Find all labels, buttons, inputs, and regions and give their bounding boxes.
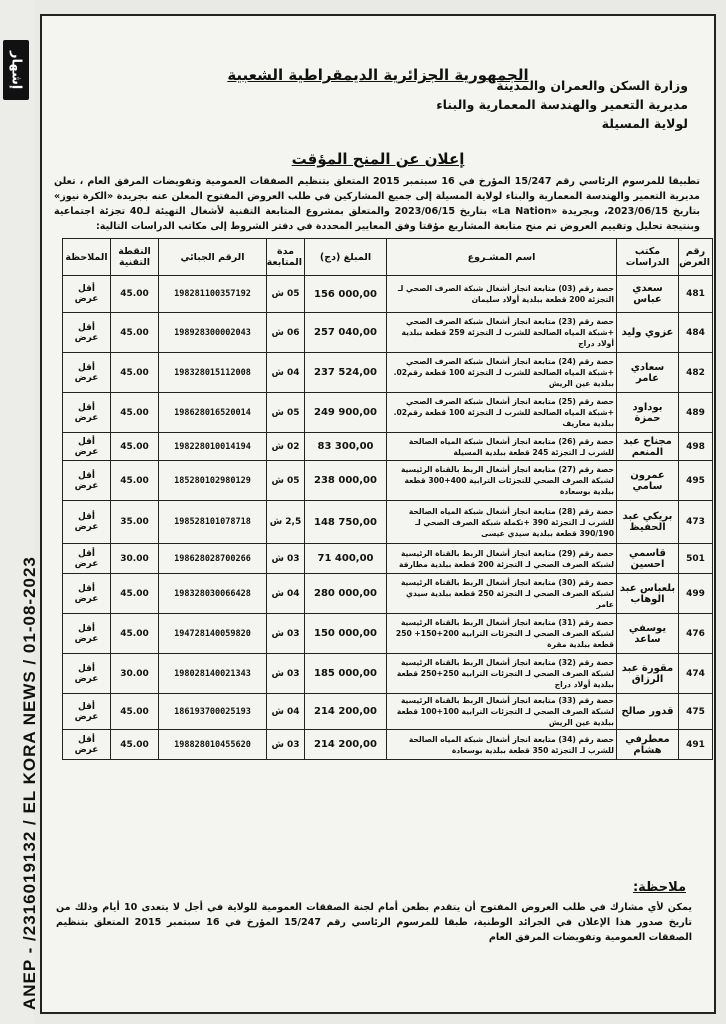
cell-duration: 03 ش	[267, 730, 305, 760]
header-project: اسم المشـروع	[387, 239, 617, 276]
cell-project: حصة رقم (29) متابعة انجاز أشغال الربط بالقناة الرئيسية لشبكة الصرف الصحي لـ التجزئة 200 قطعة ببلدية مطارفة	[387, 544, 617, 574]
cell-duration: 05 ش	[267, 461, 305, 501]
cell-duration: 04 ش	[267, 694, 305, 730]
cell-duration: 2,5 ش	[267, 501, 305, 544]
header-remark: الملاحظة	[63, 239, 111, 276]
cell-project: حصة رقم (31) متابعة انجاز أشغال الربط بالقناة الرئيسية لشبكة الصرف الصحي لـ التجزئات الترابية 200+150+ 250 قطعة ببلدية مقرة	[387, 614, 617, 654]
cell-offer-number: 474	[679, 654, 713, 694]
cell-amount: 148 750,00	[305, 501, 387, 544]
directorate-line: مديرية التعمير والهندسة المعمارية والبناء	[436, 97, 688, 112]
cell-amount: 83 300,00	[305, 433, 387, 461]
cell-tech-score: 45.00	[111, 614, 159, 654]
cell-tech-score: 45.00	[111, 353, 159, 393]
intro-paragraph: تطبيقا للمرسوم الرئاسي رقم 15/247 المؤرخ في 16 سبتمبر 2015 المتعلق بتنظيم الصفقات العمومية وتفويضات المرفق العام ، تعلن مديرية التعمير والهندسة المعمارية والبناء لولاية المسيلة إلى جميع المشاركين في طلب العروض المفتوح المعلن عنه بجريدة «الكرة نيوز» بتاريخ 2023/06/15، وبجريدة «La Nation» بتاريخ 2023/06/15 والمتعلق بمشروع المتابعة التقنية لأشغال التهيئة لـ40 تجزئة اجتماعية وبنتيجة تحليل وتقييم العروض تم منح متابعة المشاريع مؤقتا وفق المعايير المحددة في دفتر الشروط إلى مكاتب الدراسات التالية:	[54, 176, 700, 232]
cell-offer-number: 476	[679, 614, 713, 654]
table-row	[63, 544, 713, 574]
cell-duration: 05 ش	[267, 276, 305, 313]
cell-remark: أقل عرض	[63, 393, 111, 433]
cell-tax-id: 198328015112008	[159, 353, 267, 393]
cell-remark: أقل عرض	[63, 276, 111, 313]
cell-tech-score: 35.00	[111, 501, 159, 544]
cell-tech-score: 45.00	[111, 433, 159, 461]
cell-offer-number: 489	[679, 393, 713, 433]
cell-office: بريكي عبد الحفيظ	[617, 501, 679, 544]
cell-office: بوداود حمزة	[617, 393, 679, 433]
cell-offer-number: 484	[679, 313, 713, 353]
cell-office: قدور صالح	[617, 694, 679, 730]
ad-label: إشهار	[3, 40, 29, 100]
ministry-line: وزارة السكن والعمران والمدينة	[496, 78, 688, 93]
cell-amount: 280 000,00	[305, 574, 387, 614]
table-header-row	[63, 239, 713, 276]
header-duration: مدة المتابعة	[267, 239, 305, 276]
cell-tech-score: 30.00	[111, 544, 159, 574]
cell-office: عزوي وليد	[617, 313, 679, 353]
header-tech-score: النقطة التقنية	[111, 239, 159, 276]
cell-project: حصة رقم (27) متابعة انجاز أشغال الربط بالقناة الرئيسية لشبكة الصرف الصحي للتجزئات الترابية 400+300 قطعة ببلدية بوسعادة	[387, 461, 617, 501]
cell-tech-score: 45.00	[111, 461, 159, 501]
cell-duration: 06 ش	[267, 313, 305, 353]
cell-office: سعادي عامر	[617, 353, 679, 393]
cell-project: حصة رقم (03) متابعة انجاز أشغال شبكة الصرف الصحي لـ التجزئة 200 قطعة ببلدية أولاد سليمان	[387, 276, 617, 313]
table-row	[63, 614, 713, 654]
cell-tax-id: 186193700025193	[159, 694, 267, 730]
cell-office: عمرون سامي	[617, 461, 679, 501]
cell-tax-id: 198528101078718	[159, 501, 267, 544]
cell-tech-score: 45.00	[111, 276, 159, 313]
cell-offer-number: 501	[679, 544, 713, 574]
cell-duration: 04 ش	[267, 353, 305, 393]
publication-reference: ANEP - /2316019132 / EL KORA NEWS / 01-08-2023	[20, 556, 39, 1010]
cell-remark: أقل عرض	[63, 501, 111, 544]
republic-title: الجمهورية الجزائرية الديمقراطية الشعبية	[227, 66, 529, 84]
cell-remark: أقل عرض	[63, 614, 111, 654]
header-amount: المبلغ (دج)	[305, 239, 387, 276]
cell-project: حصة رقم (23) متابعة انجاز أشغال شبكة الصرف الصحي +شبكة المياه الصالحة للشرب لـ التجزئة 259 قطعة ببلدية أولاد دراج	[387, 313, 617, 353]
table-row	[63, 276, 713, 313]
table-row	[63, 654, 713, 694]
cell-tax-id: 198228010014194	[159, 433, 267, 461]
cell-remark: أقل عرض	[63, 461, 111, 501]
cell-project: حصة رقم (24) متابعة انجاز أشغال شبكة الصرف الصحي +شبكة المياه الصالحة للشرب لـ التجزئة 100 قطعة رقم02. ببلدية عين الريش	[387, 353, 617, 393]
cell-duration: 02 ش	[267, 433, 305, 461]
cell-project: حصة رقم (33) متابعة انجاز أشغال الربط بالقناة الرئيسية لشبكة الصرف الصحي لـ التجزئات الترابية 100+100 قطعة ببلدية عين الريش	[387, 694, 617, 730]
cell-offer-number: 473	[679, 501, 713, 544]
administration-block	[436, 76, 688, 133]
cell-remark: أقل عرض	[63, 654, 111, 694]
cell-amount: 214 200,00	[305, 694, 387, 730]
cell-amount: 185 000,00	[305, 654, 387, 694]
cell-duration: 03 ش	[267, 654, 305, 694]
cell-office: مقورة عبد الرزاق	[617, 654, 679, 694]
cell-project: حصة رقم (32) متابعة انجاز أشغال الربط بالقناة الرئيسية لشبكة الصرف الصحي لـ التجزئات الترابية 250+250 قطعة ببلدية أولاد دراج	[387, 654, 617, 694]
header-tax-id: الرقم الجبائي	[159, 239, 267, 276]
cell-offer-number: 481	[679, 276, 713, 313]
cell-offer-number: 491	[679, 730, 713, 760]
cell-tax-id: 194728140059820	[159, 614, 267, 654]
cell-remark: أقل عرض	[63, 433, 111, 461]
cell-tech-score: 45.00	[111, 574, 159, 614]
cell-offer-number: 495	[679, 461, 713, 501]
cell-amount: 249 900,00	[305, 393, 387, 433]
cell-amount: 71 400,00	[305, 544, 387, 574]
table-row	[63, 501, 713, 544]
cell-project: حصة رقم (25) متابعة انجاز أشغال شبكة الصرف الصحي +شبكة المياه الصالحة للشرب لـ التجزئة 100 قطعة رقم02. ببلدية معاريف	[387, 393, 617, 433]
table-row	[63, 461, 713, 501]
cell-duration: 03 ش	[267, 614, 305, 654]
cell-remark: أقل عرض	[63, 694, 111, 730]
cell-tech-score: 30.00	[111, 654, 159, 694]
table-row	[63, 574, 713, 614]
cell-amount: 257 040,00	[305, 313, 387, 353]
cell-amount: 156 000,00	[305, 276, 387, 313]
cell-amount: 237 524,00	[305, 353, 387, 393]
cell-remark: أقل عرض	[63, 730, 111, 760]
table-row	[63, 393, 713, 433]
cell-offer-number: 475	[679, 694, 713, 730]
cell-tech-score: 45.00	[111, 313, 159, 353]
cell-tax-id: 198628028700266	[159, 544, 267, 574]
cell-office: قاسمي احسين	[617, 544, 679, 574]
cell-tax-id: 198828010455620	[159, 730, 267, 760]
table-body	[63, 276, 713, 760]
left-margin-strip	[0, 0, 39, 1024]
cell-project: حصة رقم (28) متابعة انجاز أشغال شبكة المياه الصالحة للشرب لـ التجزئة 390 +تكملة شبكة الصرف الصحي لـ 390/190 قطعة ببلدية سيدي عيسى	[387, 501, 617, 544]
table-row	[63, 433, 713, 461]
cell-tax-id: 198928300002043	[159, 313, 267, 353]
cell-office: معطرفي هشام	[617, 730, 679, 760]
announcement-title: إعلان عن المنح المؤقت	[291, 150, 465, 168]
cell-amount: 214 200,00	[305, 730, 387, 760]
cell-tech-score: 45.00	[111, 393, 159, 433]
cell-remark: أقل عرض	[63, 313, 111, 353]
announcement-frame	[40, 14, 716, 1014]
cell-project: حصة رقم (30) متابعة انجاز أشغال الربط بالقناة الرئيسية لشبكة الصرف الصحي لـ التجزئة 250 قطعة ببلدية سيدي عامر	[387, 574, 617, 614]
cell-office: سعدي عباس	[617, 276, 679, 313]
cell-duration: 05 ش	[267, 393, 305, 433]
header-offer-number: رقم العرض	[679, 239, 713, 276]
cell-tech-score: 45.00	[111, 694, 159, 730]
cell-tech-score: 45.00	[111, 730, 159, 760]
wilaya-line: لولاية المسيلة	[601, 116, 688, 131]
table-row	[63, 353, 713, 393]
cell-office: مجناح عبد المنعم	[617, 433, 679, 461]
cell-tax-id: 198628016520014	[159, 393, 267, 433]
awards-table	[62, 238, 713, 760]
cell-tax-id: 198281100357192	[159, 276, 267, 313]
notes-title: ملاحظة:	[632, 880, 686, 895]
table-row	[63, 313, 713, 353]
cell-office: يوسفي ساعد	[617, 614, 679, 654]
cell-tax-id: 185280102980129	[159, 461, 267, 501]
cell-tax-id: 198328030066428	[159, 574, 267, 614]
cell-amount: 150 000,00	[305, 614, 387, 654]
cell-amount: 238 000,00	[305, 461, 387, 501]
cell-remark: أقل عرض	[63, 544, 111, 574]
table-row	[63, 730, 713, 760]
cell-remark: أقل عرض	[63, 353, 111, 393]
cell-project: حصة رقم (26) متابعة انجاز أشغال شبكة المياه الصالحة للشرب لـ التجزئة 245 قطعة ببلدية المسيلة	[387, 433, 617, 461]
table-row	[63, 694, 713, 730]
cell-office: بلعباس عبد الوهاب	[617, 574, 679, 614]
cell-duration: 03 ش	[267, 544, 305, 574]
cell-offer-number: 499	[679, 574, 713, 614]
cell-project: حصة رقم (34) متابعة انجاز أشغال شبكة المياه الصالحة للشرب لـ التجزئة 350 قطعة ببلدية بوسعادة	[387, 730, 617, 760]
cell-remark: أقل عرض	[63, 574, 111, 614]
cell-tax-id: 198028140021343	[159, 654, 267, 694]
notes-text: يمكن لأي مشارك في طلب العروض المفتوح أن يتقدم بطعن أمام لجنة الصفقات العمومية للولاية في أجل لا يتعدى 10 أيام وذلك من تاريخ صدور هذا الإعلان في الجرائد الوطنية، طبقا للمرسوم الرئاسي رقم 15/247 المؤرخ في 16 سبتمبر 2015 المتعلق بتنظيم الصفقات العمومية وتفويضات المرفق العام	[56, 902, 693, 943]
cell-offer-number: 498	[679, 433, 713, 461]
cell-duration: 04 ش	[267, 574, 305, 614]
cell-offer-number: 482	[679, 353, 713, 393]
header-office: مكتب الدراسات	[617, 239, 679, 276]
